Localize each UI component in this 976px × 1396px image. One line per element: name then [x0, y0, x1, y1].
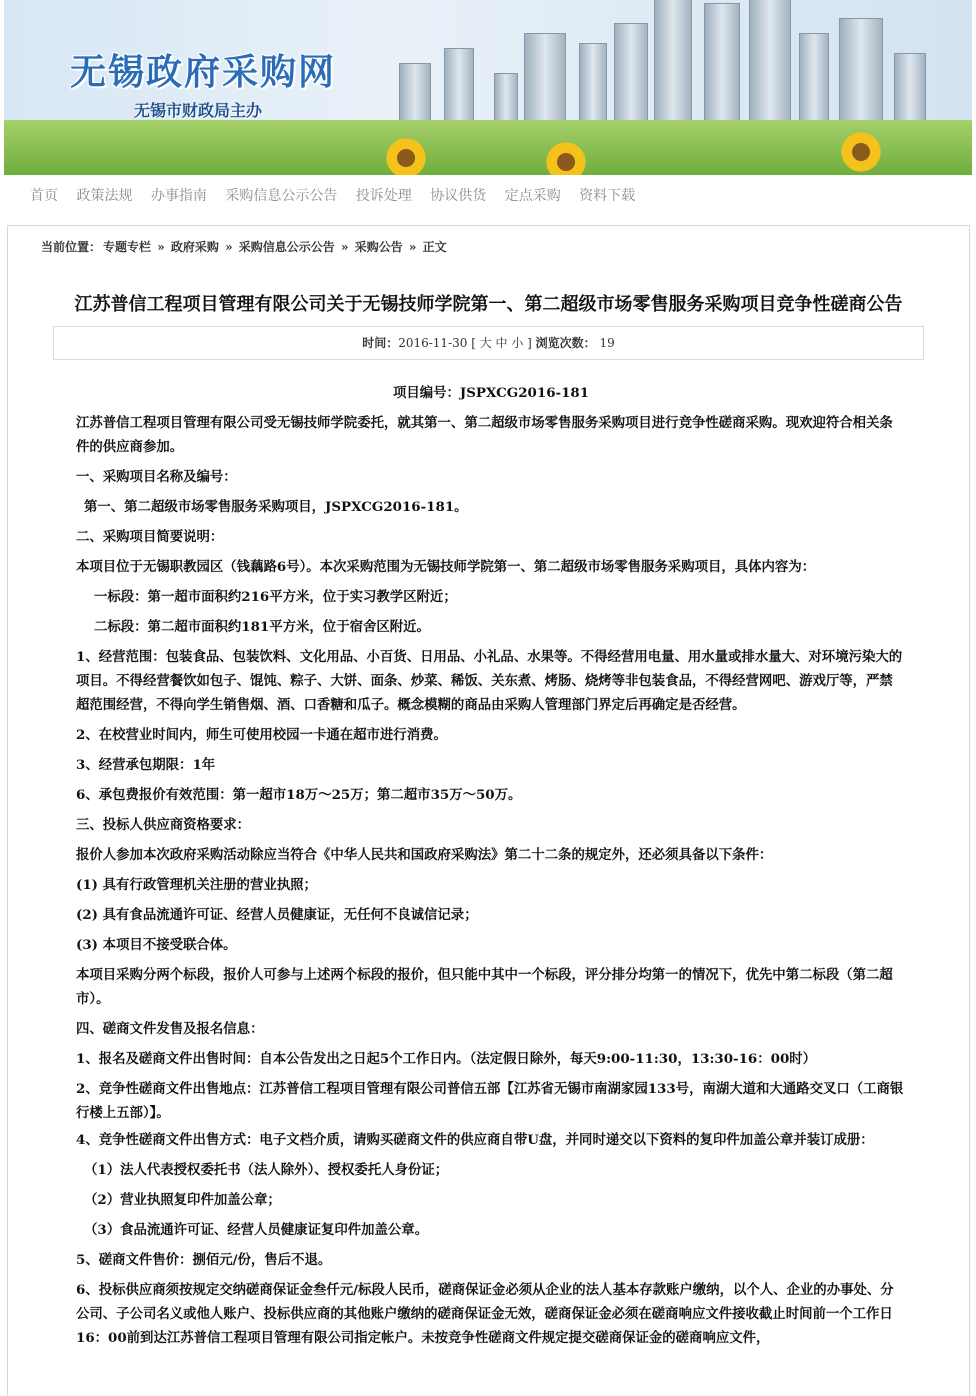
- nav-item-announcements[interactable]: 采购信息公示公告: [225, 188, 338, 204]
- section-heading: 四、磋商文件发售及报名信息：: [76, 1021, 264, 1037]
- sunflower-graphic: [839, 130, 883, 174]
- nav-item-downloads[interactable]: 资料下载: [579, 188, 636, 204]
- project-number: 项目编号：JSPXCG2016-181: [392, 385, 590, 401]
- paragraph: (1) 具有行政管理机关注册的营业执照；: [76, 877, 317, 893]
- paragraph: (2) 具有食品流通许可证、经营人员健康证，无任何不良诚信记录；: [76, 907, 478, 923]
- site-title: 无锡政府采购网: [70, 51, 337, 93]
- nav-item-agreement-supply[interactable]: 协议供货: [430, 188, 487, 204]
- views-count: 19: [599, 336, 615, 350]
- breadcrumb-item-current: 正文: [422, 240, 447, 254]
- section-heading: 三、投标人供应商资格要求：: [76, 817, 251, 833]
- header-banner: [4, 0, 972, 175]
- paragraph: （3）食品流通许可证、经营人员健康证复印件加盖公章。: [84, 1222, 429, 1238]
- nav-item-complaints[interactable]: 投诉处理: [355, 188, 412, 204]
- paragraph: （1）法人代表授权委托书（法人除外）、授权委托人身份证；: [84, 1162, 449, 1178]
- paragraph: 本项目位于无锡职教园区（钱藕路6号）。本次采购范围为无锡技师学院第一、第二超级市场零售服务采购项目，具体内容为：: [76, 559, 816, 575]
- breadcrumb-item[interactable]: 专题专栏: [103, 240, 152, 254]
- views-label: 浏览次数：: [535, 336, 596, 350]
- breadcrumb-item[interactable]: 采购公告: [354, 240, 403, 254]
- breadcrumb-separator: »: [341, 240, 349, 254]
- paragraph: 6、投标供应商须按规定交纳磋商保证金叁仟元/标段人民币，磋商保证金必须从企业的法人基本存款账户缴纳，以个人、企业的办事处、分公司、子公司名义或他人账户、投标供应商的其他账户缴纳的磋商保证金无效，磋商保证金必须在磋商响应文件接收截止时间前一个工作日16：00前到达江苏普信工程项目管理有限公司指定帐户。未按竞争性磋商文件规定提交磋商保证金的磋商响应文件，: [76, 1282, 894, 1346]
- breadcrumb-item[interactable]: 政府采购: [170, 240, 219, 254]
- main-nav: [30, 185, 649, 205]
- paragraph: 一标段：第一超市面积约216平方米，位于实习教学区附近；: [94, 589, 457, 605]
- article-body: [76, 378, 906, 1353]
- paragraph: (3) 本项目不接受联合体。: [76, 937, 237, 953]
- sunflower-graphic: [384, 136, 428, 175]
- article-meta: [53, 326, 924, 360]
- paragraph: 5、磋商文件售价：捌佰元/份，售后不退。: [76, 1252, 332, 1268]
- paragraph: 3、经营承包期限：1年: [76, 757, 216, 773]
- breadcrumb-separator: »: [157, 240, 165, 254]
- breadcrumb-item[interactable]: 采购信息公示公告: [238, 240, 335, 254]
- paragraph: 1、报名及磋商文件出售时间：自本公告发出之日起5个工作日内。（法定假日除外，每天9:00-11:30，13:30-16：00时）: [76, 1051, 817, 1067]
- site-subtitle: 无锡市财政局主办: [134, 101, 263, 120]
- nav-item-guide[interactable]: 办事指南: [150, 188, 207, 204]
- paragraph: 2、在校营业时间内，师生可使用校园一卡通在超市进行消费。: [76, 727, 447, 743]
- paragraph: 江苏普信工程项目管理有限公司受无锡技师学院委托，就其第一、第二超级市场零售服务采购项目进行竞争性磋商采购。现欢迎符合相关条件的供应商参加。: [76, 415, 893, 455]
- paragraph: 二标段：第二超市面积约181平方米，位于宿舍区附近。: [94, 619, 430, 635]
- breadcrumb-separator: »: [225, 240, 233, 254]
- nav-item-home[interactable]: 首页: [30, 188, 58, 204]
- font-size-control[interactable]: [ 大 中 小 ]: [471, 336, 532, 350]
- paragraph: 本项目采购分两个标段，报价人可参与上述两个标段的报价，但只能中其中一个标段，评分排分均第一的情况下，优先中第二标段（第二超市）。: [76, 967, 893, 1007]
- breadcrumb: [41, 238, 449, 255]
- breadcrumb-separator: »: [408, 240, 417, 254]
- paragraph: 6、承包费报价有效范围：第一超市18万～25万；第二超市35万～50万。: [76, 787, 522, 803]
- banner-grass: [4, 120, 972, 175]
- paragraph: 1、经营范围：包装食品、包装饮料、文化用品、小百货、日用品、小礼品、水果等。不得经营用电量、用水量或排水量大、对环境污染大的项目。不得经营餐饮如包子、馄饨、粽子、大饼、面条、炒菜、稀饭、关东煮、烤肠、烧烤等非包装食品，不得经营网吧、游戏厅等，严禁超范围经营，不得向学生销售烟、酒、口香糖和瓜子。概念模糊的商品由采购人管理部门界定后再确定是否经营。: [76, 649, 903, 713]
- content-panel: [7, 225, 970, 1396]
- nav-item-policy[interactable]: 政策法规: [76, 188, 133, 204]
- section-heading: 一、采购项目名称及编号：: [76, 469, 237, 485]
- paragraph: 报价人参加本次政府采购活动除应当符合《中华人民共和国政府采购法》第二十二条的规定外，还必须具备以下条件：: [76, 847, 773, 863]
- time-label: 时间：: [362, 336, 399, 350]
- breadcrumb-label: 当前位置：: [41, 240, 102, 254]
- paragraph: （2）营业执照复印件加盖公章；: [84, 1192, 281, 1208]
- paragraph: 4、竞争性磋商文件出售方式：电子文档介质，请购买磋商文件的供应商自带U盘，并同时递交以下资料的复印件加盖公章并装订成册：: [76, 1132, 874, 1148]
- paragraph: 第一、第二超级市场零售服务采购项目，JSPXCG2016-181。: [84, 499, 468, 515]
- article-title: 江苏普信工程项目管理有限公司关于无锡技师学院第一、第二超级市场零售服务采购项目竞争性磋商公告: [74, 294, 903, 315]
- publish-date: 2016-11-30: [398, 336, 468, 350]
- section-heading: 二、采购项目简要说明：: [76, 529, 224, 545]
- nav-item-designated-purchase[interactable]: 定点采购: [504, 188, 561, 204]
- paragraph: 2、竞争性磋商文件出售地点：江苏普信工程项目管理有限公司普信五部【江苏省无锡市南湖家园133号，南湖大道和大通路交叉口（工商银行楼上五部）】。: [76, 1081, 904, 1121]
